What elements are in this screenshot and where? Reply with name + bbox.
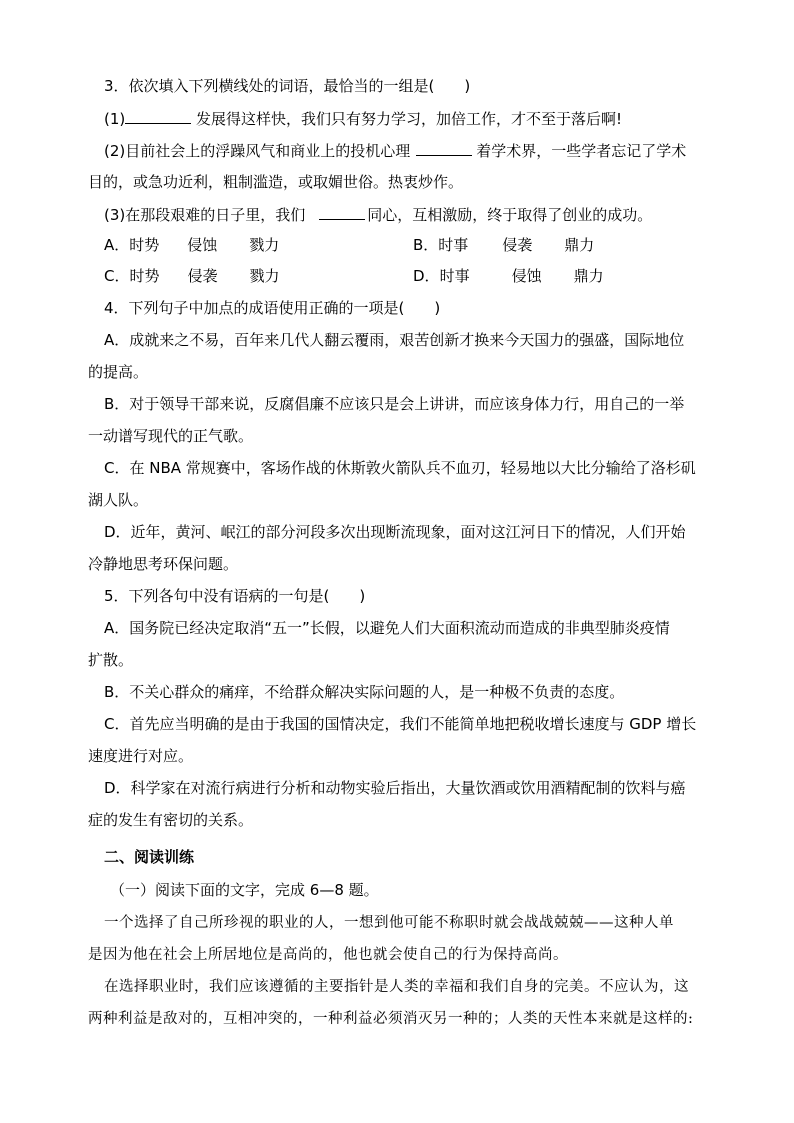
- option-word: 侵蚀: [187, 236, 218, 254]
- section-title: 二、阅读训练: [104, 848, 195, 866]
- reading-paragraph-2-cont: 两种利益是敌对的，互相冲突的，一种利益必须消灭另一种的；人类的天性本来就是这样的:: [88, 1011, 694, 1027]
- option-word: 戮力: [249, 267, 280, 285]
- reading-paragraph-1-cont: 是因为他在社会上所居地位是高尚的，他也就会使自己的行为保持高尚。: [88, 947, 568, 963]
- q3-s2-prefix: (2)目前社会上的浮躁风气和商业上的投机心理: [104, 142, 411, 160]
- q4-option-d-cont: 冷静地思考环保问题。: [88, 555, 239, 573]
- q3-sentence-3: [104, 204, 652, 225]
- q5-option-d: D．科学家在对流行病进行分析和动物实验后指出，大量饮酒或饮用酒精配制的饮料与癌: [104, 779, 686, 797]
- q3-sentence-1: [104, 108, 622, 129]
- option-word: 侵蚀: [511, 267, 542, 285]
- option-letter: B．: [413, 236, 439, 254]
- option-letter: C．: [104, 267, 130, 285]
- q4-option-a-cont: 的提高。: [88, 363, 149, 381]
- q4-option-a: A．成就来之不易，百年来几代人翻云覆雨，艰苦创新才换来今天国力的强盛，国际地位: [104, 331, 685, 349]
- option-letter: A．: [104, 236, 130, 254]
- q5-option-d-cont: 症的发生有密切的关系。: [88, 811, 254, 829]
- option-letter: D．: [413, 267, 440, 285]
- q3-blank-2: [416, 140, 472, 156]
- q4-option-b-cont: 一动谱写现代的正气歌。: [88, 427, 254, 445]
- q3-option-a: [104, 235, 279, 255]
- reading-paragraph-2: 在选择职业时，我们应该遵循的主要指针是人类的幸福和我们自身的完美。不应认为，这: [104, 979, 689, 995]
- option-word: 时势: [129, 267, 160, 285]
- q4-option-d: D．近年，黄河、岷江的部分河段多次出现断流现象，面对这江河日下的情况，人们开始: [104, 523, 686, 541]
- q3-option-b: [413, 235, 594, 255]
- option-word: 戮力: [249, 236, 280, 254]
- q3-s3-rest: 同心，互相激励，终于取得了创业的成功。: [367, 206, 653, 224]
- q3-s2-rest: 着学术界，一些学者忘记了学术: [476, 142, 687, 160]
- option-word: 侵袭: [187, 267, 218, 285]
- q3-blank-3: [319, 204, 365, 220]
- q4-option-c-cont: 湖人队。: [88, 491, 149, 509]
- q3-option-d: [413, 266, 604, 286]
- q5-option-a: A．国务院已经决定取消“五一”长假，以避免人们大面积流动而造成的非典型肺炎疫情: [104, 619, 670, 637]
- q5-option-b: B．不关心群众的痛痒，不给群众解决实际问题的人，是一种极不负责的态度。: [104, 683, 625, 701]
- q4-option-b: B．对于领导干部来说，反腐倡廉不应该只是会上讲讲，而应该身体力行，用自己的一举: [104, 395, 685, 413]
- q3-sentence-2-cont: 目的，或急功近利，粗制滥造，或取媚世俗。热衷炒作。: [88, 173, 464, 191]
- reading-paragraph-1: 一个选择了自己所珍视的职业的人，一想到他可能不称职时就会战战兢兢——这种人单: [104, 915, 674, 931]
- option-word: 鼎力: [564, 236, 595, 254]
- option-word: 时事: [439, 267, 470, 285]
- q5-option-c-cont: 速度进行对应。: [88, 747, 194, 765]
- q4-option-c: C．在 NBA 常规赛中，客场作战的休斯敦火箭队兵不血刃，轻易地以大比分输给了洛杉矶: [104, 459, 696, 477]
- q3-s1-prefix: (1): [104, 110, 126, 128]
- q3-s1-rest: 发展得这样快，我们只有努力学习，加倍工作，才不至于落后啊!: [196, 110, 623, 128]
- q3-option-c: [104, 266, 280, 286]
- q3-s3-prefix: (3)在那段艰难的日子里，我们: [104, 206, 306, 224]
- q3-sentence-2: [104, 140, 686, 161]
- option-word: 时事: [438, 236, 469, 254]
- q5-option-c: C．首先应当明确的是由于我国的国情决定，我们不能简单地把税收增长速度与 GDP 增长: [104, 715, 697, 733]
- option-word: 鼎力: [573, 267, 604, 285]
- reading-intro: （一）阅读下面的文字，完成 6—8 题。: [110, 881, 379, 899]
- q4-stem: 4．下列句子中加点的成语使用正确的一项是( ): [104, 299, 441, 317]
- option-word: 侵袭: [502, 236, 533, 254]
- q5-stem: 5．下列各句中没有语病的一句是( ): [104, 587, 366, 605]
- q5-option-a-cont: 扩散。: [88, 651, 134, 669]
- q3-stem: 3．依次填入下列横线处的词语，最恰当的一组是( ): [104, 77, 471, 95]
- q3-blank-1: [125, 108, 191, 124]
- option-word: 时势: [129, 236, 160, 254]
